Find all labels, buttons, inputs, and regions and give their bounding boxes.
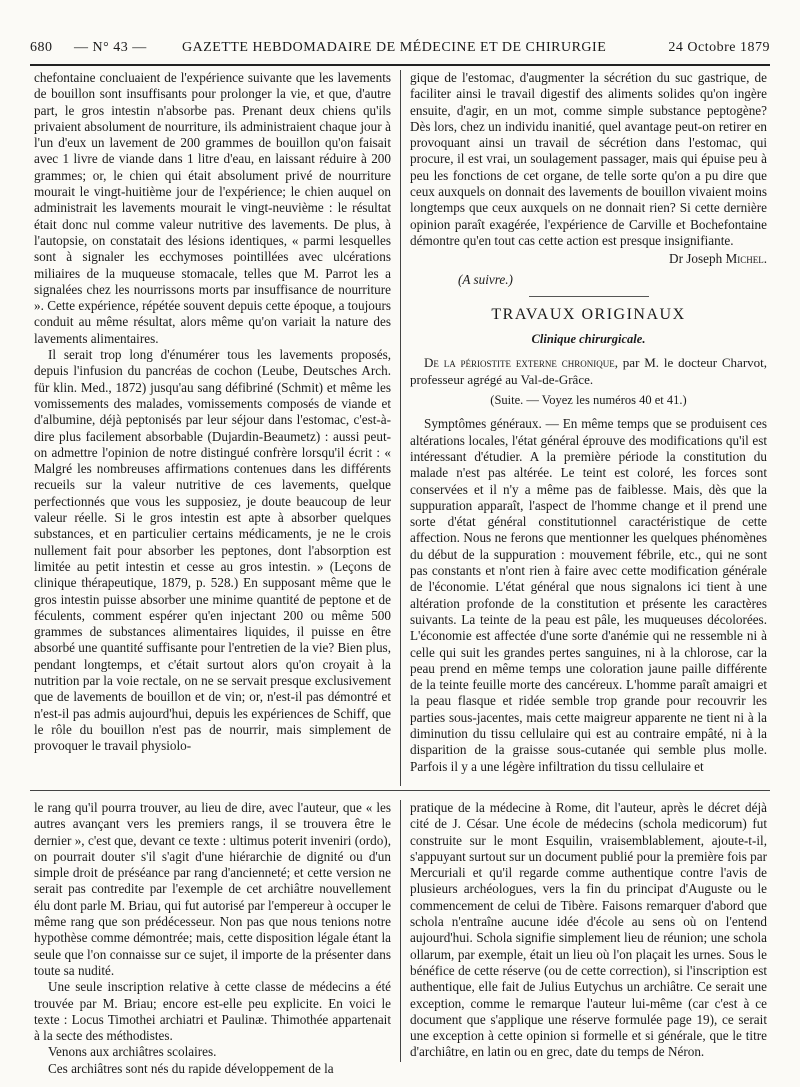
column-2 xyxy=(410,70,767,788)
column-divider-bottom xyxy=(400,800,401,1062)
short-divider xyxy=(529,296,649,297)
signature-name: Michel. xyxy=(725,251,767,267)
column-4 xyxy=(410,800,767,1062)
author-signature xyxy=(410,251,767,267)
col3-paragraph-4: Ces archiâtres sont nés du rapide développement de la xyxy=(48,1060,334,1076)
page-header xyxy=(30,40,770,62)
header-rule xyxy=(30,64,770,66)
col4-paragraph-1: pratique de la médecine à Rome, dit l'auteur, après le décret déjà cité de J. César. Une école de médecins (schola medicorum) fut construite sur le mont Esquilin, vraisemblablement, ajoute-t-il, s'appuyant surtout sur un document publié pour la première fois par Mercuriali et qu'il regarde comme authentique contre l'avis de plusieurs archéologues, vers la fin du principat d'Auguste ou le commencement de celui de Tibère. Faisons remarquer d'abord que schola n'entraîne aucune idée d'école au sens où on l'entend aujourd'hui. Schola signifie simplement lieu de réunion; une schola ollarum, par exemple, était un lieu où l'on plaçait les urnes. Sous le bénéfice de cette réserve (ou de cette correction), si l'inscription est authentique, elle fait de Julius Eutychus un archiâtre. Ce serait une exception, comme le remarque l'auteur lui-même (car c'est à ce document que s'applique une réserve formulée page 19), ce serait une exception à cette opinion si formelle et si générale, que le titre d'archiâtre, en latin ou en grec, date du temps de Néron. xyxy=(410,800,767,1060)
issue-date: 24 Octobre 1879 xyxy=(668,40,770,55)
page-number: 680 xyxy=(30,40,53,55)
article-heading xyxy=(410,355,767,388)
issue-number: — N° 43 — xyxy=(74,40,147,55)
col2-paragraph-2: Symptômes généraux. — En même temps que se produisent ces altérations locales, l'état général éprouve des modifications qu'il est intéressant d'étudier. A la première période la constitution du malade n'est pas altérée. Le teint est coloré, les forces sont conservées et il n'y a même pas de faiblesse. Mais, dès que la suppuration apparaît, l'aspect de l'homme change et il prend une sorte d'état général constitutionnel caractéristique de cette affection. Nous ne ferons que mentionner les quelques phénomènes du début de la suppuration : mouvement fébrile, etc., qui ne sont pas constants et n'ont rien à faire avec cette modification générale de l'économie. L'état général que nous signalons ici tient à une altération profonde de la constitution et présente les caractères suivants. La teinte de la peau est pâle, les muqueuses décolorées. L'économie est affectée d'une sorte d'anémie qui ne ressemble ni à celle qui suit les grandes pertes sanguines, ni à la chlorose, car la peau prend en même temps une coloration jaune paille différente de la teinte feuille morte des cancéreux. L'homme paraît amaigri et la peau flasque et ridée semble trop grande pour recouvrir les parties sous-jacentes, mais cette maigreur apparente ne tient ni à la diminution du tissu cellulaire qui est au contraire empâté, ni à la disparition de la graisse sous-cutanée qui semble plus molle. Parfois il y a une légère infiltration du tissu cellulaire et xyxy=(410,416,767,774)
article-title: De la périostite externe chronique, xyxy=(424,355,618,371)
col1-paragraph-1: chefontaine concluaient de l'expérience suivante que les lavements de bouillon sont insuffisants pour prolonger la vie, et que, d'autre part, le gros intestin n'absorbe pas. Prenant deux chiens qu'ils privaient absolument de nourriture, ils administraient chaque jour à l'un d'eux un lavement de 200 grammes de bouillon qu'on faisait avec 1 livre de viande dans 1 litre d'eau, en laissant réduire à 200 grammes; or, le chien qui était absolument privé de nourriture mourait le vingt-huitième jour de l'expérience; le chien auquel on administrait les lavements mourait le vingt-neuvième : le résultat était donc nul comme valeur nutritive des lavements. De plus, à l'autopsie, on constatait des lésions identiques, « parmi lesquelles sont à signaler les ecchymoses pointillées avec ulcérations miliaires de la muqueuse stomacale, telles que M. Parrot les a signalées chez les nourrissons morts par insuffisance de nourriture ». Cette expérience, répétée souvent depuis cette époque, a toujours conduit au même résultat, alors même qu'on variait la nature des lavements alimentaires. xyxy=(34,70,391,346)
col3-paragraph-1: le rang qu'il pourra trouver, au lieu de dire, avec l'auteur, que « les autres avançant vers les premiers rangs, il se trouvera être le dernier », c'est que, devant ce texte : ultimus poterit inveniri (ordo), on pourrait douter s'il s'agit d'une hiérarchie de dignité ou d'un simple droit de préséance par rang d'ancienneté; et cette version ne serait pas contredite par l'exemple de cet archiâtre nouvellement élu dont parle M. Briau, qui fut autorisé par l'empereur à occuper le même rang que son prédécesseur. Non pas que nous tenions notre hypothèse comme démontrée; mais, cette disposition légale étant la seule que l'on connaisse sur ce sujet, il importe de la présenter dans toute sa nudité. xyxy=(34,800,391,978)
column-divider-top xyxy=(400,70,401,786)
to-follow-note: (A suivre.) xyxy=(458,271,513,287)
col2-paragraph-1: gique de l'estomac, d'augmenter la sécrétion du suc gastrique, de faciliter ainsi le travail digestif des aliments solides qu'on ingère ensuite, d'agir, en un mot, comme simple substance peptogène? Dès lors, chez un individu inanitié, quel avantage peut-on retirer en provoquant ainsi un travail de sécrétion dans l'estomac, qui procure, il est vrai, un soulagement passager, mais qui épuise peu à peu les fonctions de cet organe, de telle sorte qu'on a pu dire que ceux auxquels on donnait des lavements de bouillon vivaient moins longtemps que ceux auxquels on ne donnait rien? Si cette dernière opinion paraît exagérée, l'expérience de Carville et Bochefontaine démontre qu'en tout cas cette action est presque insignifiante. xyxy=(410,70,767,248)
article-continuation-note: (Suite. — Voyez les numéros 40 et 41.) xyxy=(490,393,687,408)
section-title: TRAVAUX ORIGINAUX xyxy=(491,305,686,323)
article-byline: par M. le docteur Charvot, professeur agrégé au Val-de-Grâce. xyxy=(410,355,768,387)
section-divider-rule xyxy=(30,790,770,791)
section-subtitle: Clinique chirurgicale. xyxy=(531,332,646,347)
col3-paragraph-3: Venons aux archiâtres scolaires. xyxy=(48,1044,217,1060)
col1-paragraph-2: Il serait trop long d'énumérer tous les lavements proposés, depuis l'infusion du pancréas de cochon (Leube, Deutsches Arch. für klin. Med., 1872) jusqu'au sang défibriné (Schmit) et même les vomissements des malades, vomissements composés de viande et d'albumine, déjà peptonisés par leur séjour dans l'estomac, c'est-à-dire plus facilement absorbable (Dujardin-Beaumetz) : aussi peut-on admettre l'opinion de notre distingué confrère lorsqu'il écrit : « Malgré les nombreuses affirmations contenues dans les différents recueils sur la valeur nutritive de ces lavements, quelque perfectionnés que vous les supposiez, je doute beaucoup de leur valeur réelle. Si le gros intestin est apte à absorber quelques substances, et en particulier certains médicaments, je ne le crois nullement fait pour absorber les peptones, dont l'absorption est limitée au petit intestin et cesse au gros intestin. » (Leçons de clinique thérapeutique, 1879, p. 528.) En supposant même que le gros intestin puisse absorber une minime quantité de peptone et de féculents, comment espérer qu'en injectant 200 ou même 500 grammes de substances alimentaires liquides, il puisse en être absorbé une quantité suffisante pour l'entretien de la vie? Bien plus, pendant longtemps, et c'était surtout alors qu'on croyait à la nutrition par la voie rectale, on ne se servait presque exclusivement que de lavements de bouillon et de vin; or, n'est-il pas démontré et n'est-il pas admis aujourd'hui, depuis les expériences de Schiff, que le rôle du bouillon n'est pas de nourrir, mais simplement de provoquer le travail physiolo- xyxy=(34,347,391,754)
journal-title: GAZETTE HEBDOMADAIRE DE MÉDECINE ET DE CHIRURGIE xyxy=(182,40,607,55)
col3-paragraph-2: Une seule inscription relative à cette classe de médecins a été trouvée par M. Briau; encore est-elle peu explicite. En voici le texte : Locus Timothei archiatri et Paulinæ. Thimothée appartenait à la secte des méthodistes. xyxy=(34,979,391,1044)
signature-prefix: Dr Joseph xyxy=(669,251,723,267)
column-3 xyxy=(34,800,391,1076)
column-1 xyxy=(34,70,391,783)
